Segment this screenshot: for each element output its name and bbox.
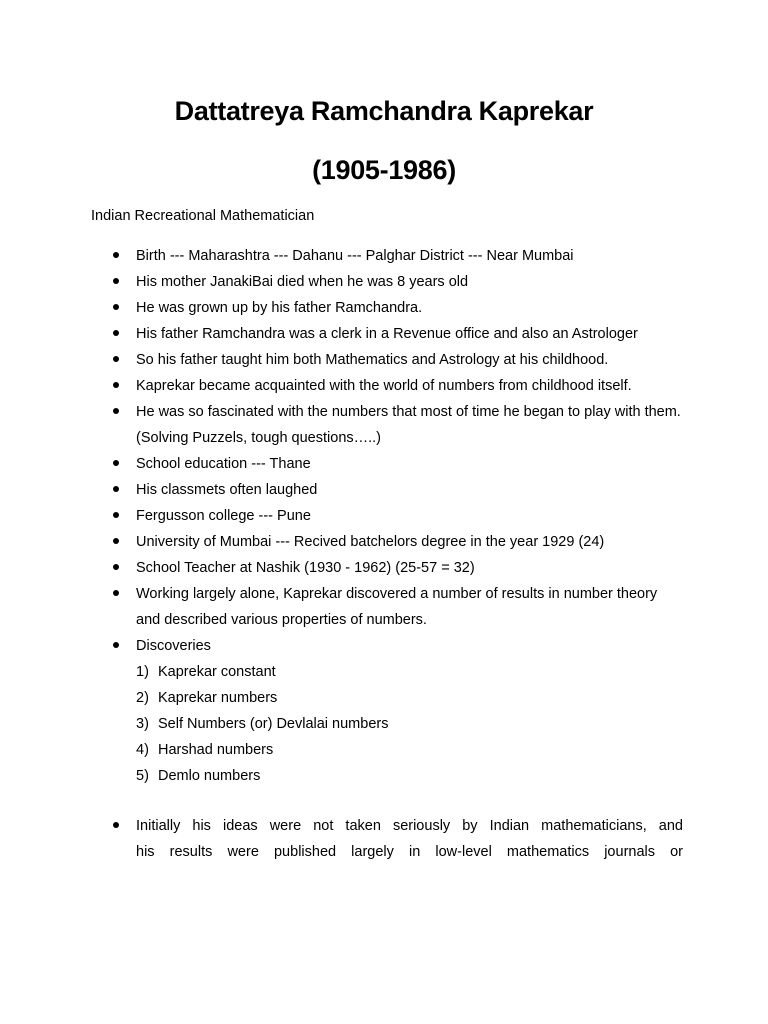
list-item-text: Discoveries	[136, 638, 211, 654]
item-text: Kaprekar constant	[158, 664, 276, 680]
list-item-text: School education --- Thane	[136, 456, 311, 472]
list-spacer	[113, 789, 683, 813]
item-text: Harshad numbers	[158, 742, 274, 758]
list-item	[113, 581, 683, 633]
list-item-text: Working largely alone, Kaprekar discovered a number of results in number theory and described various properties of numbers.	[136, 586, 658, 628]
bullet-icon	[113, 408, 119, 414]
bullet-list	[113, 243, 683, 865]
list-item-text: His mother JanakiBai died when he was 8 years old	[136, 274, 469, 290]
numbered-item	[136, 737, 683, 763]
page-subtitle: Indian Recreational Mathematician	[91, 208, 315, 224]
item-text: Self Numbers (or) Devlalai numbers	[158, 716, 389, 732]
list-item	[113, 633, 683, 789]
item-number: 1)	[136, 664, 149, 680]
bullet-icon	[113, 486, 119, 492]
bullet-icon	[113, 382, 119, 388]
bullet-icon	[113, 642, 119, 648]
bullet-icon	[113, 330, 119, 336]
list-item	[113, 813, 683, 865]
item-number: 3)	[136, 716, 149, 732]
list-item	[113, 321, 683, 347]
item-number: 4)	[136, 742, 149, 758]
list-item	[113, 451, 683, 477]
bullet-icon	[113, 590, 119, 596]
list-item	[113, 295, 683, 321]
list-item-text: He was so fascinated with the numbers that most of time he began to play with them. (Solving Puzzels, tough questions…..)	[136, 404, 681, 446]
discoveries-list	[136, 659, 683, 789]
bullet-icon	[113, 278, 119, 284]
bullet-icon	[113, 460, 119, 466]
list-item	[113, 555, 683, 581]
item-text: Kaprekar numbers	[158, 690, 278, 706]
list-item	[113, 503, 683, 529]
page-title: Dattatreya Ramchandra Kaprekar	[174, 96, 594, 126]
list-item	[113, 529, 683, 555]
list-item-text: University of Mumbai --- Recived batchelors degree in the year 1929 (24)	[136, 534, 605, 550]
list-item-text-line-2: his results were published largely in low-level mathematics journals or	[136, 844, 683, 860]
list-item-text: His classmets often laughed	[136, 482, 318, 498]
numbered-item	[136, 659, 683, 685]
list-item	[113, 243, 683, 269]
item-number: 2)	[136, 690, 149, 706]
bullet-icon	[113, 512, 119, 518]
bullet-icon	[113, 252, 119, 258]
list-item	[113, 373, 683, 399]
list-item-text: Kaprekar became acquainted with the world of numbers from childhood itself.	[136, 378, 632, 394]
numbered-item	[136, 763, 683, 789]
list-item-text: Birth --- Maharashtra --- Dahanu --- Palghar District --- Near Mumbai	[136, 248, 574, 264]
bullet-icon	[113, 538, 119, 544]
item-number: 5)	[136, 768, 149, 784]
list-item-text: He was grown up by his father Ramchandra.	[136, 300, 423, 316]
item-text: Demlo numbers	[158, 768, 261, 784]
numbered-item	[136, 711, 683, 737]
list-item	[113, 477, 683, 503]
bullet-icon	[113, 564, 119, 570]
list-item	[113, 399, 683, 451]
list-item-text-line-1: Initially his ideas were not taken seriously by Indian mathematicians, and	[136, 818, 683, 834]
page-title-years: (1905-1986)	[312, 155, 456, 185]
bullet-icon	[113, 356, 119, 362]
bullet-icon	[113, 822, 119, 828]
list-item	[113, 269, 683, 295]
list-item-text: School Teacher at Nashik (1930 - 1962) (25-57 = 32)	[136, 560, 475, 576]
list-item-text: Fergusson college --- Pune	[136, 508, 311, 524]
list-item-text: So his father taught him both Mathematics and Astrology at his childhood.	[136, 352, 609, 368]
numbered-item	[136, 685, 683, 711]
list-item	[113, 347, 683, 373]
bullet-icon	[113, 304, 119, 310]
list-item-text: His father Ramchandra was a clerk in a Revenue office and also an Astrologer	[136, 326, 638, 342]
